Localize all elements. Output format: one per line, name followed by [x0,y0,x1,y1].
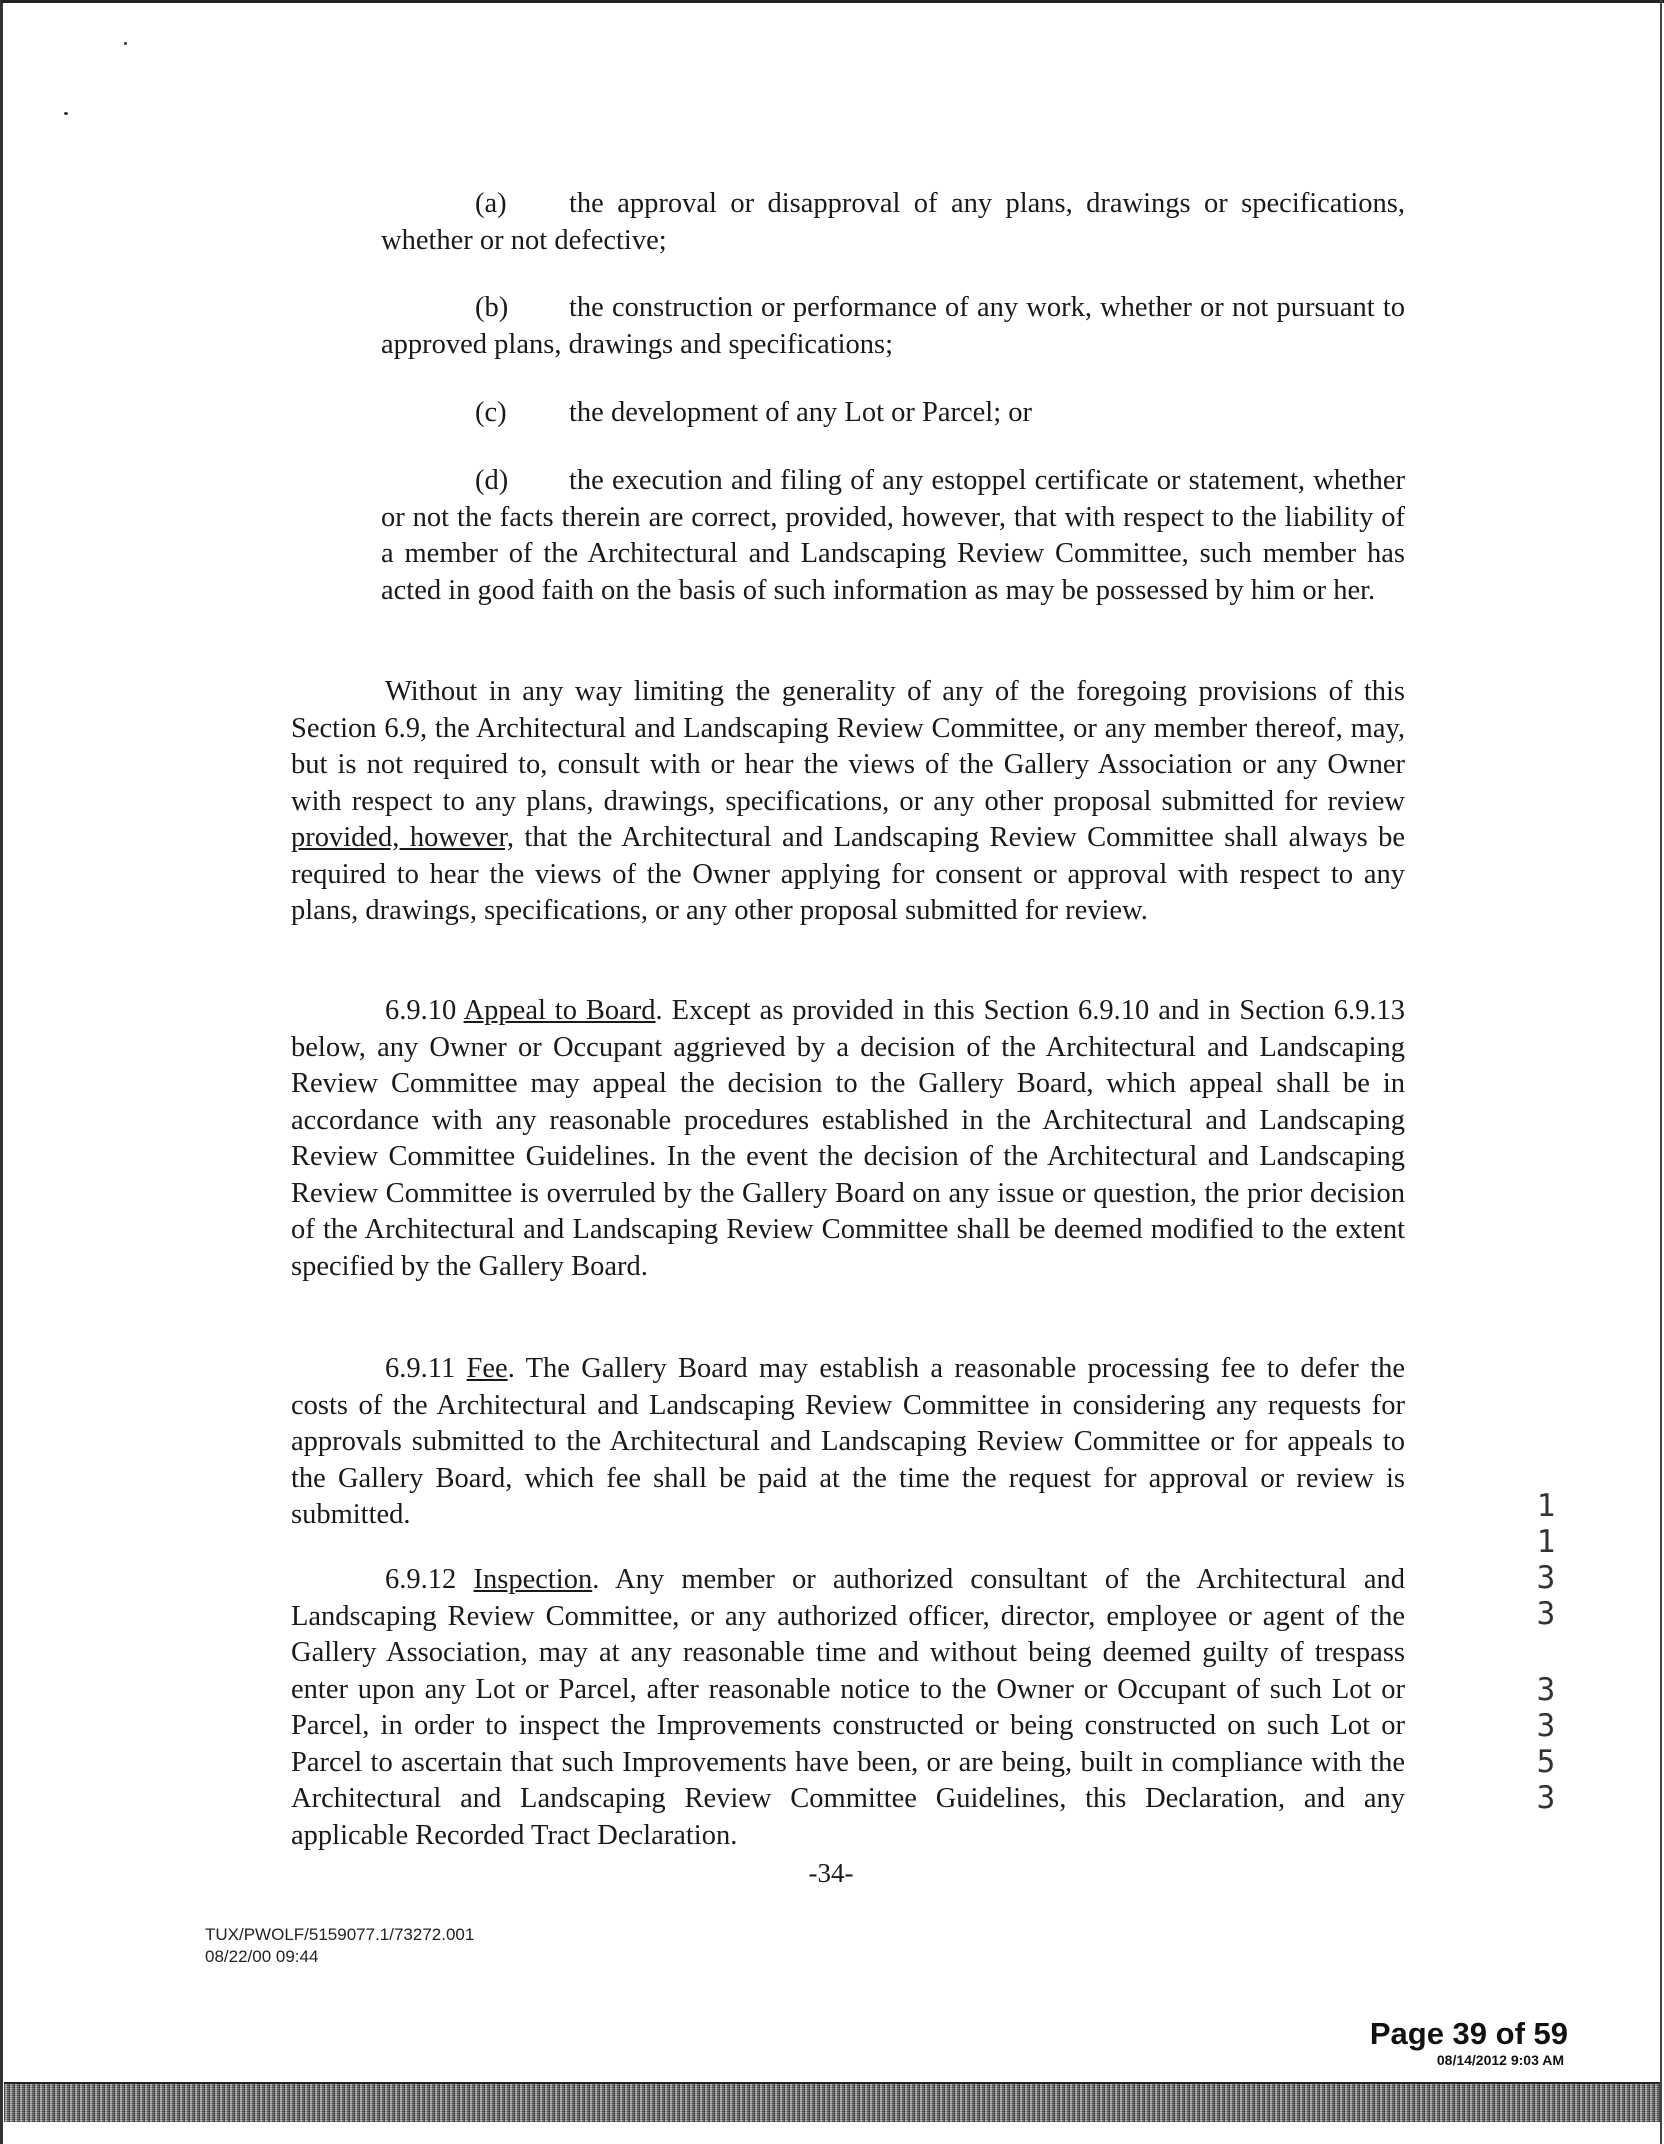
clause-a [381,186,1405,259]
side-recording-code-upper [1535,1488,1557,1632]
section-heading: Appeal to Board [463,995,656,1026]
clause-b-text: the construction or performance of any work, whether or not pursuant to approved plans, drawings and specifications; [381,292,1405,360]
section-6-9-10 [291,993,1405,1285]
provided-however-phrase: provided, however, [291,822,514,853]
limiting-paragraph [291,674,1405,930]
section-body: . The Gallery Board may establish a reasonable processing fee to defer the costs of the Architectural and Landscaping Review Committee in considering any requests for approvals submitted to the Architectural and Landscaping Review Committee or for appeals to the Gallery Board, which fee shall be paid at the time the request for approval or review is submitted. [291,1353,1406,1530]
stamp-page-count: Page 39 of 59 [1369,2016,1568,2051]
clause-d-text: the execution and filing of any estoppel certificate or statement, whether or not the facts therein are correct, provided, however, that with respect to the liability of a member of the Architectural and Landscaping Review Committee, such member has acted in good faith on the basis of such information as may be possessed by him or her. [381,465,1405,606]
scan-noise-bar [4,2084,1660,2122]
section-body: . Except as provided in this Section 6.9.10 and in Section 6.9.13 below, any Owner or Occupant aggrieved by a decision of the Architectural and Landscaping Review Committee may appeal the decision to the Gallery Board, which appeal shall be in accordance with any reasonable procedures established in the Architectural and Landscaping Review Committee Guidelines. In the event the decision of the Architectural and Landscaping Review Committee is overruled by the Gallery Board on any issue or question, the prior decision of the Architectural and Landscaping Review Committee shall be deemed modified to the extent specified by the Gallery Board. [291,995,1406,1282]
scan-speck [64,112,68,115]
footer-doc-path: TUX/PWOLF/5159077.1/73272.001 [205,1925,475,1944]
clause-a-label: (a) [475,188,507,219]
side-code-upper-text: 1133 [1536,1488,1556,1632]
clause-d-label: (d) [475,465,509,496]
clause-b [381,290,1405,363]
clause-c [381,395,1405,432]
section-6-9-12 [291,1562,1405,1854]
clause-a-text: the approval or disapproval of any plans, drawings or specifications, whether or not defective; [381,188,1405,256]
section-number: 6.9.10 [385,995,457,1026]
page-number: -34- [808,1858,854,1888]
limiting-paragraph-text-end: that the Architectural and Landscaping Review Committee shall always be required to hear the views of the Owner applying for consent or approval with respect to any plans, drawings, specifications, or any other proposal submitted for review. [291,822,1405,926]
section-body: . Any member or authorized consultant of the Architectural and Landscaping Review Committee, or any authorized officer, director, employee or agent of the Gallery Association, may at any reasonable time and without being deemed guilty of trespass enter upon any Lot or Parcel, after reasonable notice to the Owner or Occupant of such Lot or Parcel, in order to inspect the Improvements constructed or being constructed on such Lot or Parcel to ascertain that such Improvements have been, or are being, built in compliance with the Architectural and Landscaping Review Committee Guidelines, this Declaration, and any applicable Recorded Tract Declaration. [291,1564,1405,1851]
clause-c-text: the development of any Lot or Parcel; or [569,397,1032,428]
section-heading: Inspection [473,1564,593,1595]
clause-c-label: (c) [475,397,507,428]
clause-d [381,463,1405,609]
section-6-9-11 [291,1351,1405,1534]
limiting-paragraph-text: Without in any way limiting the generality of any of the foregoing provisions of this Section 6.9, the Architectural and Landscaping Review Committee, or any member thereof, may, but is not required to, consult with or hear the views of the Gallery Association or any Owner with respect to any plans, drawings, specifications, or any other proposal submitted for review [291,676,1405,817]
section-number: 6.9.12 [385,1564,457,1595]
section-number: 6.9.11 [385,1353,456,1384]
footer-timestamp: 08/22/00 09:44 [205,1947,319,1966]
clause-b-label: (b) [475,292,509,323]
side-recording-code-lower [1535,1672,1557,1816]
footer-document-id [205,1924,474,1968]
scan-speck [124,42,127,45]
scan-edge-line [1660,0,1662,2144]
stamp-date: 08/14/2012 9:03 AM [1436,2052,1564,2068]
side-code-lower-text: 3353 [1536,1672,1556,1816]
section-heading: Fee [466,1353,508,1384]
